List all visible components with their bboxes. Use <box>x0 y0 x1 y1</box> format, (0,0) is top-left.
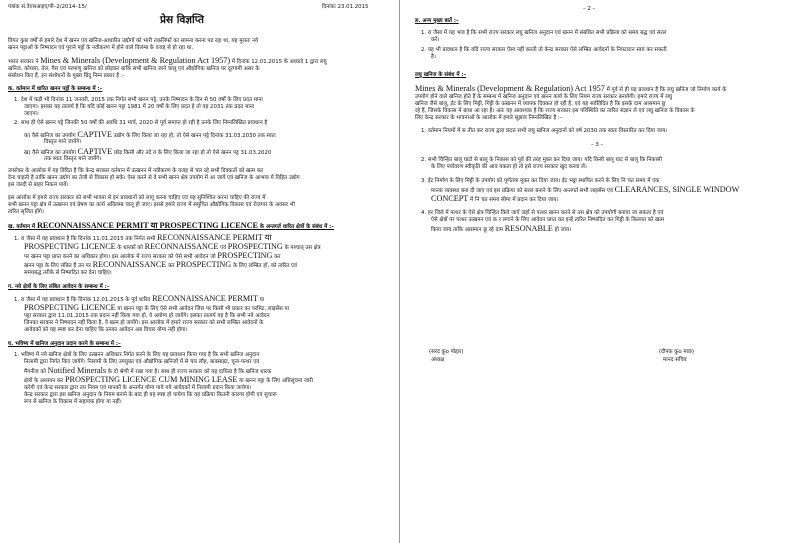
e-item1-line2: करें। <box>431 37 440 43</box>
d-line2: निलामी द्वारा निर्गत किए जायेंगे। निलामी के लिए उपयुक्त एवं औद्योगिक खनिजों में से चार लौह, बाक्साइट, चूना-पत्थर एवं <box>24 359 260 365</box>
a-para1-line3: इस जल्दी से बाहर निकल पायें। <box>8 182 69 188</box>
b-text: के धारकों को <box>117 245 143 251</box>
minor-item3-line3 <box>431 195 558 203</box>
recon-permit-term: RECONNAISSANCE PERMIT <box>152 294 258 303</box>
minor-item4-line3 <box>431 225 571 233</box>
d-line4 <box>24 376 313 384</box>
a-item1-line3: जाएगा। <box>24 111 39 117</box>
pl-ml-term: PROSPECTING LICENCE CUM MINING LEASE <box>64 375 238 384</box>
minor-item4-line2: ऐसे क्षेत्रों पर पत्थर उत्खनन एवं क र लगाने के लिए आवेदन प्राप्त कर इन्हें त्वरित निष्पादित कर गिट्टी के किल्लत को खत्म <box>431 217 665 223</box>
a-para2-line2: सभी खनन पट्टा क्षेत्र में उत्खनन एवं प्रेषण का कार्य अविलम्ब चालू हो जाए। इससे हमारे राज्य में समुचित औद्योगिक विकास एवं रोजगार के अवसर भी <box>8 202 295 208</box>
a-item1-line2: जाएगा। इसका यह तात्पर्य है कि यदि कोई खनन पट्टा 1981 में 20 वर्षों के लिए प्रदत हे तो वह 2031 तक प्रदत माना <box>24 104 255 110</box>
minor-intro-text: में पूर्व से ही यह प्रावधान है कि लघु खनिज जो निर्माण कार्य के <box>606 87 727 93</box>
a-item2-line1: 2. साथ ही ऐसे खनन पट्टे जिनकी 50 वर्षों की अवधि 31 मार्च, 2020 से पूर्व समाप्त हो रही है उनके लिए निम्नलिखित प्रावधान है <box>14 120 268 126</box>
pl-term: PROSPECTING LICENCE <box>24 303 116 312</box>
b-text: कर <box>168 263 175 269</box>
signatory-right-role: मानद सचिव <box>663 357 687 363</box>
d-text: मैंगनीज को <box>24 369 46 375</box>
section-e-heading: ङ. अन्य मुख्य बातें :– <box>415 18 459 24</box>
d-line6: केन्द्र सरकार द्वारा इस खनिज अनुदान के नियम बनाने के बाद ही यह स्पष्ट हो पायेगा कि यह प्रक्रिया कितनी कारगर होगी एवं सुचारू <box>24 392 277 398</box>
page-2 <box>401 0 800 543</box>
b-line2 <box>24 243 321 251</box>
a-item2-a-post: उद्योग के लिए किया जा रहा हो, तो ऐसे खनन पट्टे दिनांक 31.03.2030 तक स्वतः <box>113 133 276 139</box>
c-text: या <box>259 297 265 303</box>
c-line4: जिनका सरकार ने निष्पादन नहीं किया है, वे खत्म हो जायेंगे। इस आलोक में हमारे राज्य सरकार को सभी लम्बित आवेदनों के <box>24 320 264 326</box>
b-text: कर <box>274 254 281 260</box>
captive-term: CAPTIVE <box>77 130 112 139</box>
signatory-left-name: (सरद कुo पोद्दार) <box>429 349 464 355</box>
minor-intro-line5: लिए केन्द्र सरकार के भावनाओं के आलोक में हमारे सुझाव निम्नलिखित है :– <box>415 115 563 121</box>
pl-term: PROSPECTING LICENCE <box>24 242 116 251</box>
minor-item1: 1. वर्तमान नियमों में स तीत कर राज्य द्वारा प्रदत्त सभी लघु खनिज अनुदानों को वर्ष 2030 तक स्वतः विस्तारित कर दिया जाय। <box>421 128 668 134</box>
prosp-term: PROSPECTING <box>227 242 283 251</box>
section-c-heading: ग. नये क्षेत्रों के लिए लंबित आवेदन के सम्बन्ध में :– <box>8 284 110 290</box>
minor-item2-line2: के लिए पर्यावरण स्वीकृति की आव यकता हो तो इसे राज्य सरकार खुद करवा लें। <box>431 164 587 170</box>
e-item2-line2: है। <box>431 54 436 60</box>
intro-line-1: विगत कुछ वर्षों से हमारे देश में खनन एवं खनिज-आधारित उद्योगों को भारी तकलिफों का सामना करना पड रहा था, यह मुलतः नये <box>8 38 259 44</box>
intro-line-2: खनन पट्टाओं के निष्पादन एवं पुराने पट्टों के नवीकरण में होने वाले विलम्ब के वजह से हो रहा था. <box>8 45 194 51</box>
b-heading-terms: RECONNAISSANCE PERMIT या PROSPECTING LICENCE <box>37 221 259 230</box>
resonable-term: RESONABLE <box>504 224 553 233</box>
concept-term: CONCEPT <box>431 194 469 203</box>
page-number-3: – 3 – <box>591 142 604 148</box>
section-a-heading: क. वर्तमान में धारित खनन पट्टों के सम्बन्ध में :– <box>8 86 103 92</box>
d-line1: 1. भविष्य में नये खनिज क्षेत्रों के लिए उत्खनन अधिकार निर्गत करने के लिए यह प्रावधान किया गया है कि सभी खनिज अनुदान <box>14 352 260 358</box>
c-line3: पट्टा सरकार द्वारा 11.01.2015 तक प्रदान नहीं किया गया हो, वे अयोग्य हो जायेंगे। इसका तात्पर्य यह है कि सभी नये आवेदन <box>24 313 270 319</box>
section-b-heading <box>8 222 334 230</box>
b-text: पर खनन पट्टा प्राप्त करने का अधिकार होगा। इस आलोक में राज्य सरकार को ऐसे सभी आवेदन जो <box>24 254 216 260</box>
reference-number: पत्रांक सं.वेएसआइए/पी–2/2014–15/ <box>8 4 87 10</box>
d-line5: करेगी एवं केन्द्र सरकार द्वारा तय नियम एवं मानकों के अन्तर्गत योग्य पाये गये आवेदकों में निलामी प्रदान किया जायेगा। <box>24 385 252 391</box>
a-para2-line1: इस आलोक में हमारे राज्य सरकार को सभी भावना से इन प्रावधानों को लागू करना चाहिए एवं यह सुनिश्चित करना चाहिए की राज्य में <box>8 195 266 201</box>
minor-text: में नि चत समय सीमा में प्रदान कर दिया जाय। <box>470 197 559 203</box>
c-line2 <box>24 304 289 312</box>
d-text: या खनन पट्टा के लिए अधिसूचना जारी <box>239 378 313 384</box>
act-name: Mines & Minerals (Development & Regulation Act 1957) <box>40 56 231 65</box>
minor-text: मानक व्यवस्था बना दी जाए एवं इस प्रक्रिया को सरल बनाने के लिए अन्तगर्त सभी लाइसेंस एवं <box>431 188 613 194</box>
recon-term: RECONNAISSANCE <box>144 242 219 251</box>
a-item2-b-line2: तक स्वतः विस्तृत माने जायेंगे। <box>44 156 102 162</box>
b-line4 <box>24 261 297 269</box>
e-item1-line1: 1. रा जैसा में यह भाव है कि सभी राज्य सरकार लघु खनिज अनुदान एवं खनन में संबंधित सभी प्रक्रिया को समय बद्ध एवं सरल <box>421 30 667 36</box>
act-line-2: खनिज, कोयला, तेल, गैस एवं परमाणु खनिज को छोड़कर बाकि सभी खनिज जाने चालू एवं औद्योगिक खनिज पर दूरगामी असर के <box>8 66 260 72</box>
page-number: – 2 – <box>583 6 596 12</box>
b-text: एवं <box>220 245 227 251</box>
minor-intro-line3: खनिज जैसे बालू, ईट के लिए मिट्टी, गिट्टी के उत्खनन में व्यापक दिक्कत हो रही है, एवं यह सर्वविदित है कि इसके दाम आसमान छू <box>415 101 666 107</box>
prosp-term: PROSPECTING <box>176 260 232 269</box>
a-para1-line1: उपरोक्त के आलोक में यह विदित है कि केन्द्र सरकार वर्तमान में उत्खनन में नवीकरण के वजह से चल रहे सभी दिक्कतों को खत्म कर <box>8 168 264 174</box>
a-item2-b-pre: ख) वैसे खनिज का उपयोग <box>24 150 76 156</box>
minor-item2-line1: 2. सभी चिन्हित बालू घाटो से बालू के निकास को पूर्व की तरह मुक्त कर दिया जाय। यदि किसी बालू घाट से बालू कि निकासी <box>421 157 662 163</box>
recon-term: RECONNAISSANCE <box>92 260 167 269</box>
section-d-heading: घ. भविष्य में खनिज अनुदान प्रदान करने के सम्बन्ध में :– <box>8 341 121 347</box>
signatory-right-name: (दीपक कुo माछ) <box>659 349 694 355</box>
a-item2-b-post: छोड़ किसी और उदे य के लिए किया जा रहा हो तो ऐसे खनन पट्ट 31.03.2020 <box>113 150 272 156</box>
minor-item4-line1: 4. हर जिले में पत्थर के ऐसे क्षेत्र चिन्हित किये जाऐं जहाँ से पत्थर खनन करने से उस क्षेत्र को उपयोगी बनाया जा सकता है एवं <box>421 210 664 216</box>
b-line1-term: RECONNAISSANCE PERMIT या <box>157 233 272 242</box>
act-text-post: में दिनांक 12.01.2015 के अध्यादे 1 द्वारा लघु <box>231 59 327 65</box>
a-item2-a-line2: विस्तृत माने जायेंगे। <box>44 139 82 145</box>
minor-intro-line2: उपयोग होने वाले खनिज होते हैं के सम्बन्ध में खनिज अनुदान एवं खनन कार्य के लिए नियम राज्य सरकार बनायेगी। हमारे राज्य में लघु <box>415 94 673 100</box>
minor-intro-line1 <box>415 85 726 93</box>
e-item2-line1: 2. यह भी प्रावधान है कि यदि राज्य सरकार ऐसा नहीं करती तो केन्द्र सरकार ऐसे लम्बित आवेदनों के निपटारान स्वयं कर सकती <box>421 47 667 53</box>
d-text: के दो श्रेणी में रखा गया है। साथ ही राज्य सरकार को यह दायित्व है कि खनिज धारक <box>107 369 272 375</box>
minor-heading: लघु खनिज के संबंध में :– <box>415 72 467 78</box>
c-line5: आवेदकों को यह स्पष्ट कर देना चाहिए कि उनका आवेदन अब विचार योग्य नहीं होगा। <box>24 327 188 333</box>
a-para1-line2: देना चाहती है ताकि खनन उद्योग का तेजी से विकास हो सके। ऐसा करने से वे सभी खनन क्षेत्र उपयोग में आ जायें एवं खनिज के आभाव में विहित उद्योग <box>8 175 300 181</box>
notified-minerals-term: Notified Minerals <box>47 366 107 375</box>
a-item2-a-pre: क) वैसे खनिज का उपयोग <box>24 133 76 139</box>
act-line-1 <box>8 57 327 65</box>
b-heading-pre: ख. वर्तमान में <box>8 224 36 230</box>
a-item1-line1: 1. देश में कड़ी भी दिनांक 11 जनवरी, 2015 तक निर्गत सभी खनन पट्टे, उनके निष्पादन के दिन से 50 वर्षों के लिए प्रदत माना <box>14 97 263 103</box>
a-para2-line3: त्वरित सृजित होंगे। <box>8 209 44 215</box>
d-text: क्षेत्रों के अध्ययन कर <box>24 378 64 384</box>
act-text-pre: भारत सरकार ने <box>8 59 39 65</box>
captive-term: CAPTIVE <box>77 147 113 156</box>
page-title: प्रेस विज्ञप्ति <box>160 14 204 26</box>
minor-text: हो जाय। <box>554 227 572 233</box>
b-line1-text: 1. रा जैसा में यह प्रावधान है कि दिनांक 11.01.2015 तक निर्गत सभी <box>14 236 156 242</box>
date: दिनांकः 23.01.2015 <box>322 4 369 10</box>
prosp-term: PROSPECTING <box>217 251 273 260</box>
minor-text: किया जाय ताकि आसमान छू रहे दाम <box>431 227 503 233</box>
act-line-3: संसोधन किए हैं, इन संशोधनों के मुख्य बिंदु निम्न प्रकार है :- <box>8 73 125 79</box>
clearances-term: CLEARANCES, SINGLE WINDOW <box>614 185 740 194</box>
d-line7: रूप से खनिज के विकास में सहायक होगा या नहीं। <box>24 399 122 405</box>
b-heading-post: के अन्तगर्त धारित क्षेत्रों के संबंध में :– <box>259 224 335 230</box>
c-text: 1. रा जैसा में यह प्रावधान है कि दिनांक 12.01.2015 के पूर्व धारित <box>14 297 151 303</box>
b-line5: समयबद्ध तरीके से निष्पादित कर देना चाहिए। <box>24 270 112 276</box>
minor-item3-line1: 3. ईट निर्माण के लिए मिट्टी के उपयोग को पूर्णतया मुक्त कर दिया जाय। ईट भट्ठा स्थापित करने के लिए नि चत समय में एक <box>421 178 660 184</box>
minor-intro-line4: रहे हैं, जिसके विकास में बाधा आ रहा है। अतः यह आवश्यक है कि राज्य सरकार इस परिस्थिति का त्वरित संज्ञान ले एवं लघु खनिज के विकास के <box>415 108 695 114</box>
minor-item3-line2 <box>431 186 739 194</box>
act-name: Mines & Minerals (Development & Regulation) Act 1957 <box>415 84 605 93</box>
signatory-left-role: अध्यक्ष <box>431 357 445 363</box>
b-text: खनन पट्टा के लिए लंबित हैं उन पर <box>24 263 91 269</box>
b-text: के पश्चात् उस क्षेत्र <box>284 245 321 251</box>
c-text: या खनन पट्टा के लिए ऐसे सभी आवेदन जिस पर किसी भी प्रकार का परमिट, लाइसेंस या <box>117 306 290 312</box>
b-text: के लिए लम्बित हों, को त्वरित एवं <box>232 263 297 269</box>
